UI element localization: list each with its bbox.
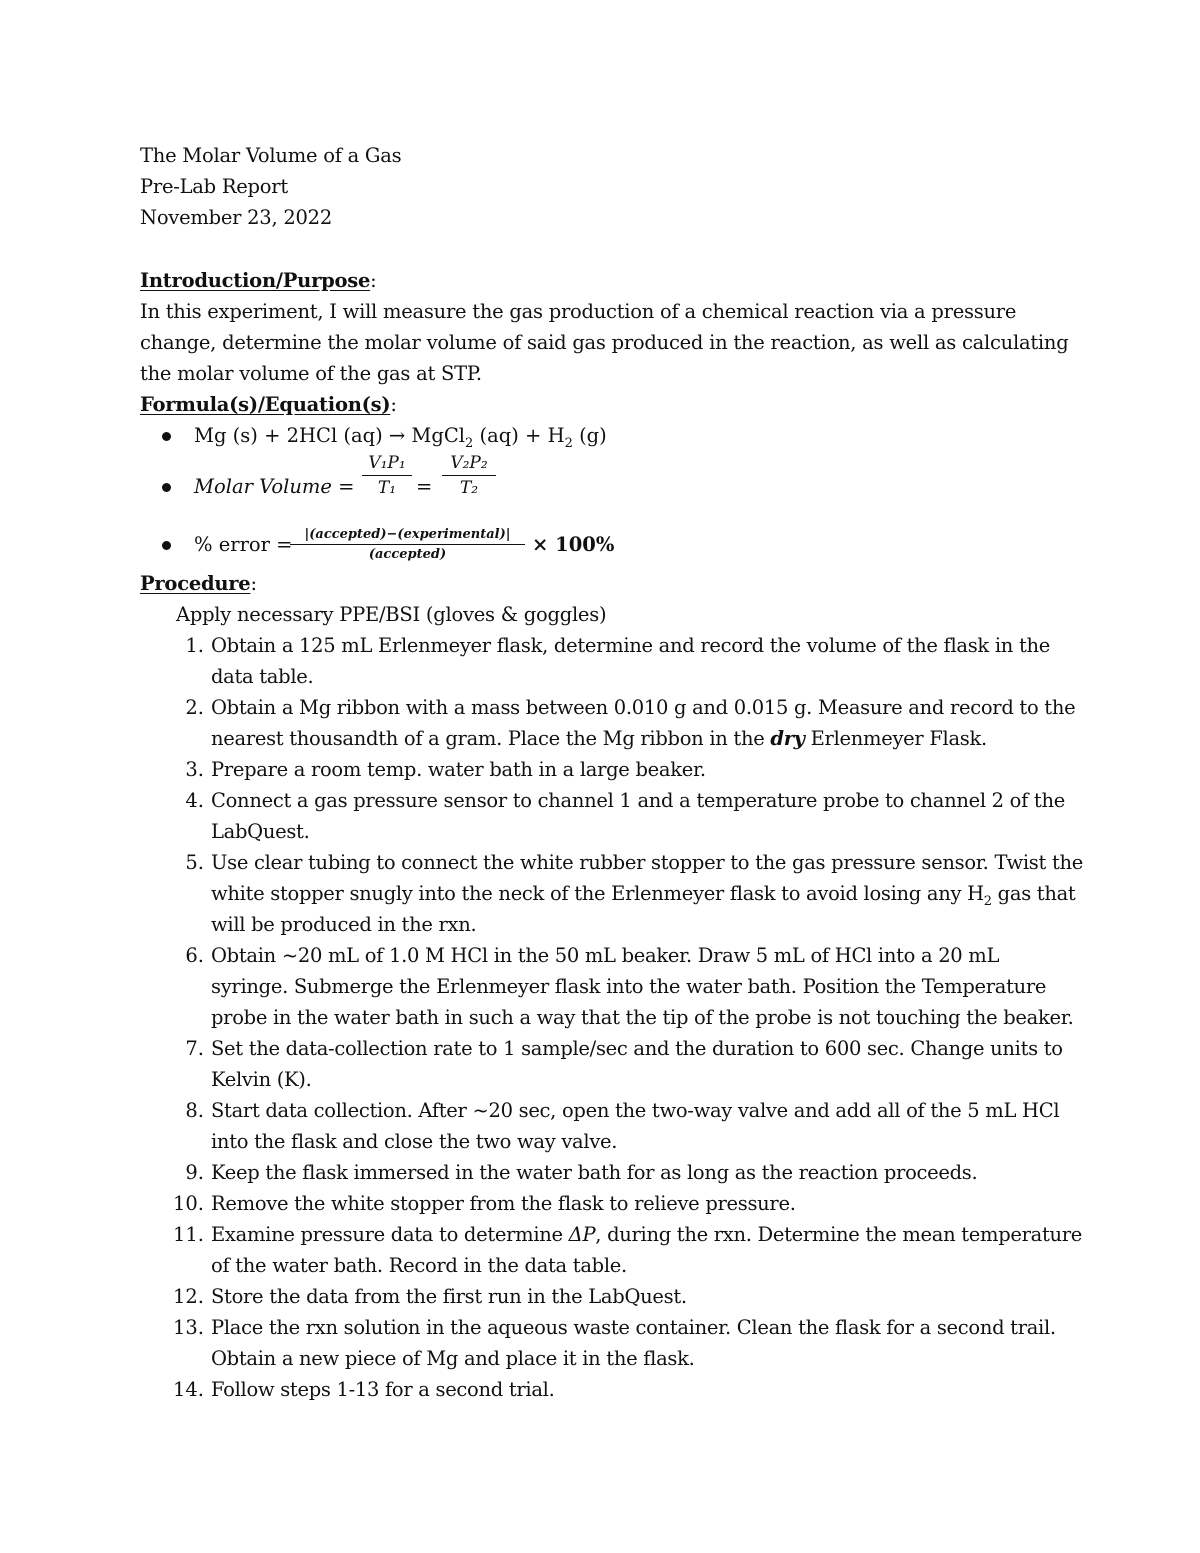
step-number: 4. (185, 789, 204, 812)
percent-error-fraction: |(accepted)−(experimental)| (accepted) (290, 526, 525, 563)
document-date: November 23, 2022 (140, 206, 332, 229)
step-3: Prepare a room temp. water bath in a large beaker. (211, 758, 706, 781)
introduction-text-1: In this experiment, I will measure the gas production of a chemical reaction via a pressure (140, 300, 1017, 323)
step-5: Use clear tubing to connect the white rubber stopper to the gas pressure sensor. Twist the white stopper snugly into the neck of the Erlenmeyer flask to avoid losing any $H_2$ gas that will be produced in the rxn. (211, 851, 1083, 936)
step-number: 3. (185, 758, 204, 781)
molar-volume-label: Molar Volume = (194, 475, 355, 498)
step-8: Start data collection. After ~20 sec, open the two-way valve and add all of the 5 mL HCl into the flask and close the two way valve. (211, 1099, 1060, 1153)
step-number: 10. (172, 1192, 204, 1215)
step-number: 11. (172, 1223, 204, 1246)
formulas-heading-line: Formula(s)/Equation(s): (140, 393, 397, 416)
step-7: Set the data-collection rate to 1 sample/sec and the duration to 600 sec. Change units to Kelvin (K). (211, 1037, 1063, 1091)
step-6: Obtain ~20 mL of 1.0 M HCl in the 50 mL beaker. Draw 5 mL of HCl into a 20 mL syringe. Submerge the Erlenmeyer flask into the water bath. Position the Temperature probe in the water bath in such a way that the tip of the probe is not touching the beaker. (211, 944, 1074, 1029)
introduction-text-2: change, determine the molar volume of said gas produced in the reaction, as well as calculating (140, 331, 1069, 354)
reaction-equation: Mg (s) + 2HCl (aq) → MgCl$_2$ $(aq) + H_2$ (g) (194, 424, 607, 451)
step-9: Keep the flask immersed in the water bath for as long as the reaction proceeds. (211, 1161, 978, 1184)
bullet-icon (162, 541, 171, 550)
step-2: Obtain a Mg ribbon with a mass between 0.010 g and 0.015 g. Measure and record to the nearest thousandth of a gram. Place the Mg ribbon in the dry Erlenmeyer Flask. (211, 696, 1076, 750)
step-number: 7. (185, 1037, 204, 1060)
step-11: Examine pressure data to determine ΔP, during the rxn. Determine the mean temperature of the water bath. Record in the data table. (211, 1223, 1083, 1277)
procedure-intro: Apply necessary PPE/BSI (gloves & goggles) (176, 603, 607, 626)
step-number: 8. (185, 1099, 204, 1122)
step-13: Place the rxn solution in the aqueous waste container. Clean the flask for a second trail. Obtain a new piece of Mg and place it in the flask. (211, 1316, 1056, 1370)
step-number: 9. (185, 1161, 204, 1184)
molar-volume-equals: = (416, 475, 433, 498)
step-number: 12. (172, 1285, 204, 1308)
percent-error-multiplier: × 100% (532, 533, 615, 556)
document-subtitle: Pre-Lab Report (140, 175, 288, 198)
formulas-heading: Formula(s)/Equation(s) (140, 393, 391, 416)
introduction-heading: Introduction/Purpose (140, 269, 371, 292)
bullet-icon (162, 432, 171, 441)
molar-volume-fraction-1: V₁P₁ T₁ (362, 452, 412, 499)
step-14: Follow steps 1-13 for a second trial. (211, 1378, 555, 1401)
step-4: Connect a gas pressure sensor to channel 1 and a temperature probe to channel 2 of the LabQuest. (211, 789, 1065, 843)
step-number: 1. (185, 634, 204, 657)
step-number: 5. (185, 851, 204, 874)
step-number: 13. (172, 1316, 204, 1339)
step-number: 2. (185, 696, 204, 719)
procedure-heading-line: Procedure: (140, 572, 257, 595)
step-1: Obtain a 125 mL Erlenmeyer flask, determine and record the volume of the flask in the data table. (211, 634, 1050, 688)
step-number: 14. (172, 1378, 204, 1401)
step-12: Store the data from the first run in the LabQuest. (211, 1285, 687, 1308)
step-10: Remove the white stopper from the flask to relieve pressure. (211, 1192, 796, 1215)
document-title: The Molar Volume of a Gas (140, 144, 402, 167)
introduction-heading-line: Introduction/Purpose: (140, 269, 377, 292)
percent-error-label: % error = (194, 533, 293, 556)
introduction-text-3: the molar volume of the gas at STP. (140, 362, 482, 385)
step-number: 6. (185, 944, 204, 967)
molar-volume-fraction-2: V₂P₂ T₂ (442, 452, 496, 499)
bullet-icon (162, 483, 171, 492)
procedure-heading: Procedure (140, 572, 251, 595)
